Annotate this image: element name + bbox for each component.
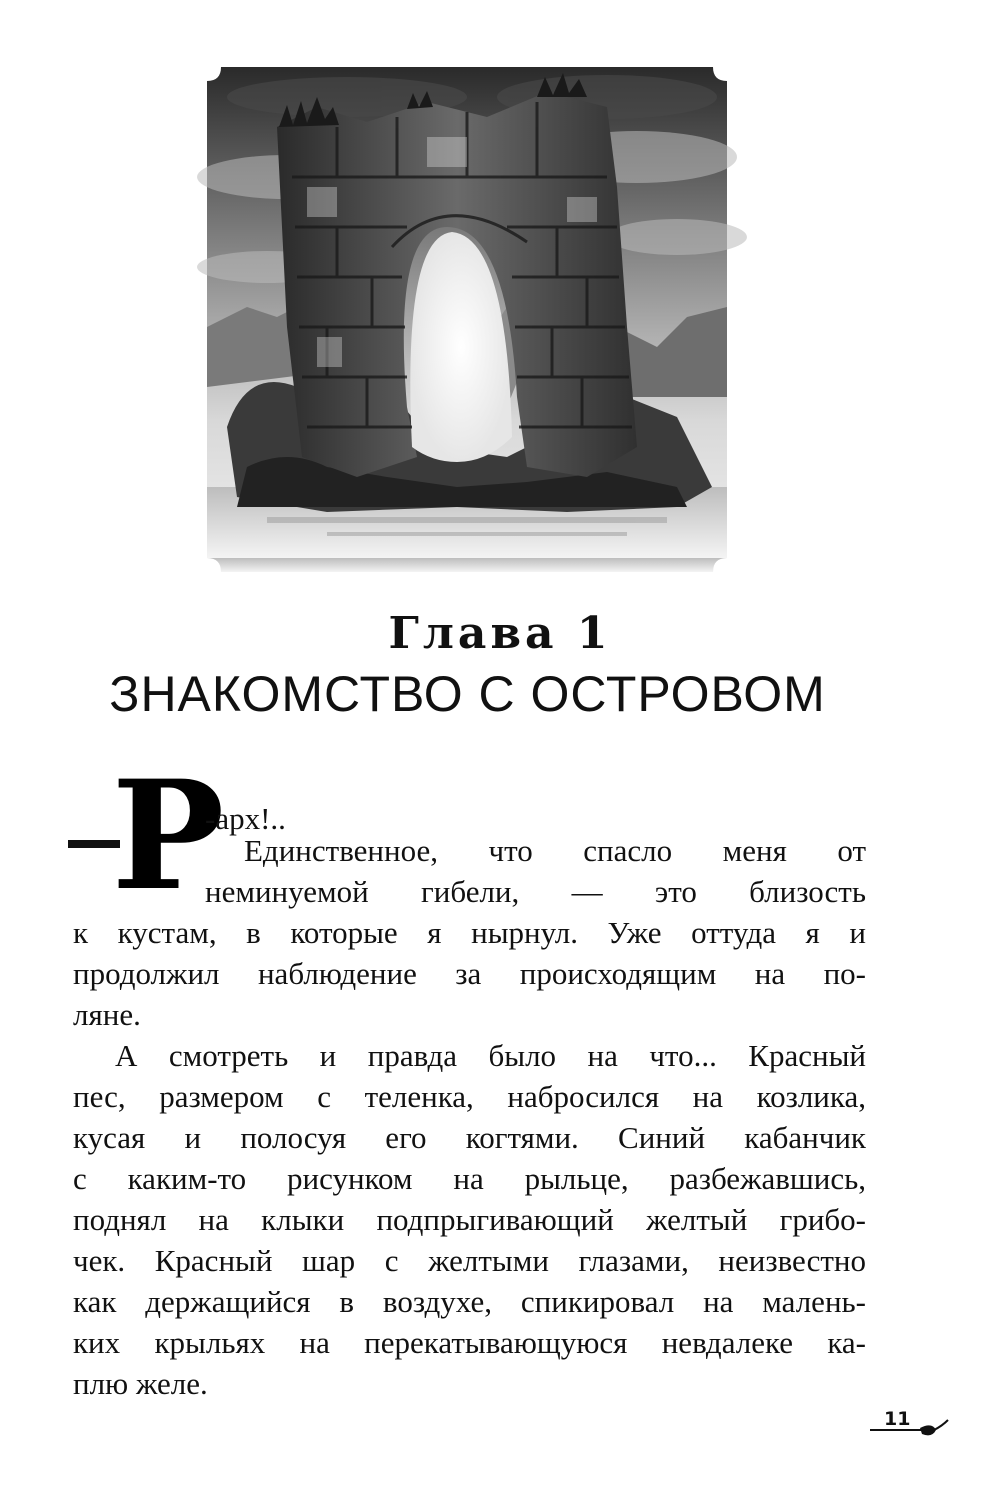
text-line-4: к кустам, в которые я нырнул. Уже оттуда я и (73, 915, 866, 950)
text-line-7: А смотреть и правда было на что... Красный (115, 1038, 866, 1073)
text-line-13: как держащийся в воздухе, спикировал на малень- (73, 1284, 866, 1319)
text-line-12: чек. Красный шар с желтыми глазами, неизвестно (73, 1243, 866, 1278)
text-line-8: пес, размером с теленка, набросился на козлика, (73, 1079, 866, 1114)
drop-cap-letter: Р (111, 748, 225, 924)
page-ornament-icon (870, 1418, 950, 1448)
text-line-11: поднял на клыки подпрыгивающий желтый грибо- (73, 1202, 866, 1237)
text-line-1: -арх!.. (205, 801, 286, 836)
text-line-6: ляне. (73, 997, 141, 1032)
chapter-title: ЗНАКОМСТВО С ОСТРОВОМ (109, 666, 826, 722)
chapter-number: Глава 1 (388, 608, 612, 659)
text-line-9: кусая и полосуя его когтями. Синий кабанчик (73, 1120, 866, 1155)
text-line-2: Единственное, что спасло меня от (244, 833, 866, 868)
page-number: 11 (884, 1408, 911, 1430)
text-line-5: продолжил наблюдение за происходящим на по- (73, 956, 866, 991)
stone-arch-illustration (207, 67, 727, 572)
text-line-15: плю желе. (73, 1366, 208, 1401)
text-line-14: ких крыльях на перекатывающуюся невдалеке ка- (73, 1325, 866, 1360)
text-line-10: с каким-то рисунком на рыльце, разбежавшись, (73, 1161, 866, 1196)
drop-cap (111, 748, 225, 924)
text-line-3: неминуемой гибели, — это близость (205, 874, 866, 909)
